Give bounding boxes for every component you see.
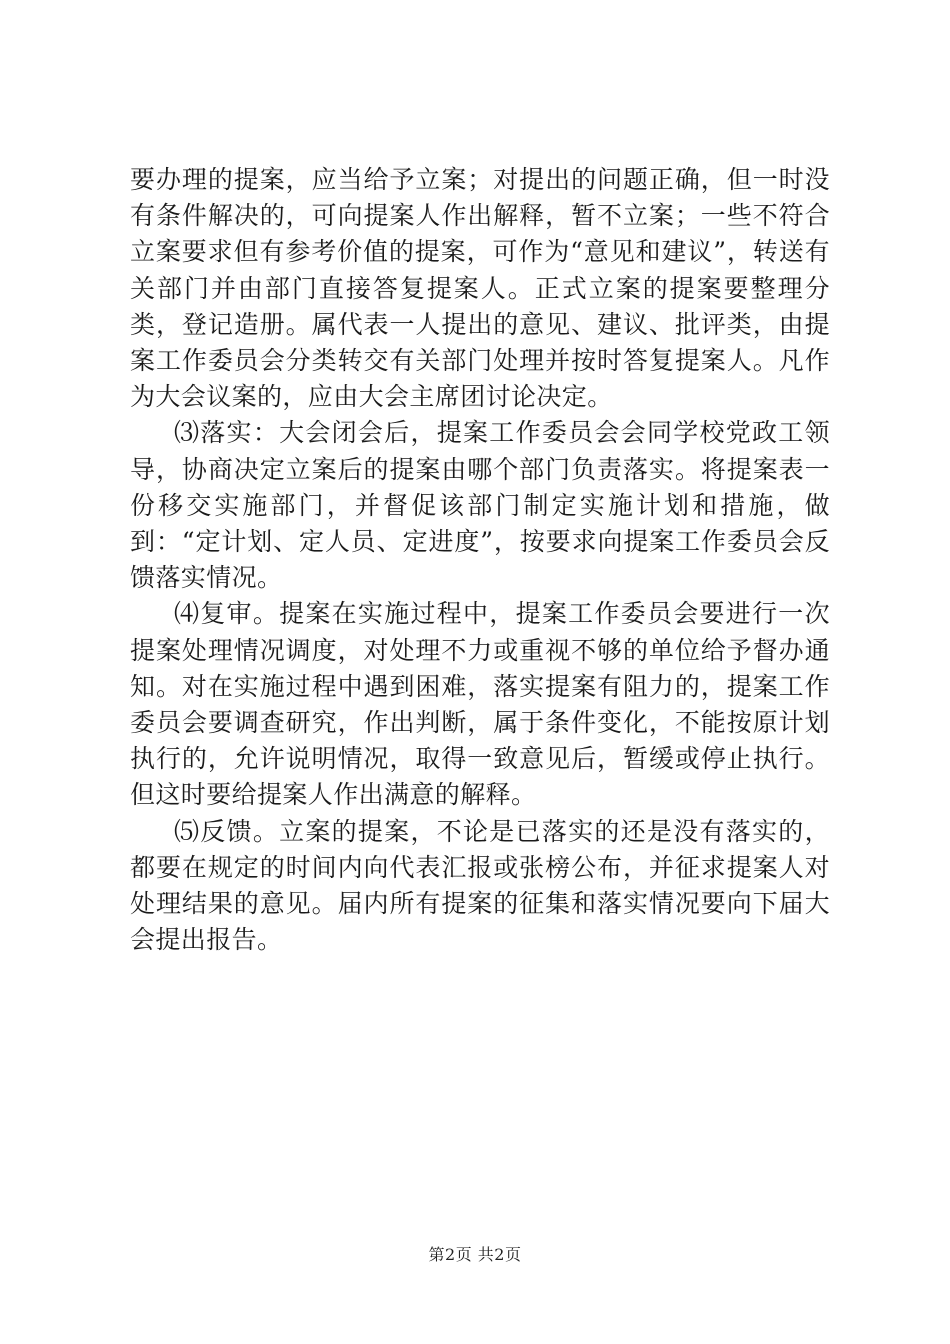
paragraph-1: 要办理的提案，应当给予立案；对提出的问题正确，但一时没有条件解决的，可向提案人作出解释，暂不立案；一些不符合立案要求但有参考价值的提案，可作为“意见和建议”，转送有关部门并由部门直接答复提案人。正式立案的提案要整理分类，登记造册。属代表一人提出的意见、建议、批评类，由提案工作委员会分类转交有关部门处理并按时答复提案人。凡作为大会议案的，应由大会主席团讨论决定。 — [130, 165, 830, 412]
paragraph-implementation: ⑶落实：大会闭会后，提案工作委员会会同学校党政工领导，协商决定立案后的提案由哪个部门负责落实。将提案表一份移交实施部门，并督促该部门制定实施计划和措施，做到：“定计划、定人员、定进度”，按要求向提案工作委员会反馈落实情况。 — [130, 418, 830, 593]
document-body — [130, 162, 830, 958]
page-number-footer: 第2页 共2页 — [428, 1245, 522, 1264]
paragraph-review: ⑷复审。提案在实施过程中，提案工作委员会要进行一次提案处理情况调度，对处理不力或重视不够的单位给予督办通知。对在实施过程中遇到困难，落实提案有阻力的，提案工作委员会要调查研究，作出判断，属于条件变化，不能按原计划执行的，允许说明情况，取得一致意见后，暂缓或停止执行。但这时要给提案人作出满意的解释。 — [130, 599, 830, 810]
paragraph-feedback: ⑸反馈。立案的提案，不论是已落实的还是没有落实的，都要在规定的时间内向代表汇报或张榜公布，并征求提案人对处理结果的意见。届内所有提案的征集和落实情况要向下届大会提出报告。 — [130, 816, 830, 955]
